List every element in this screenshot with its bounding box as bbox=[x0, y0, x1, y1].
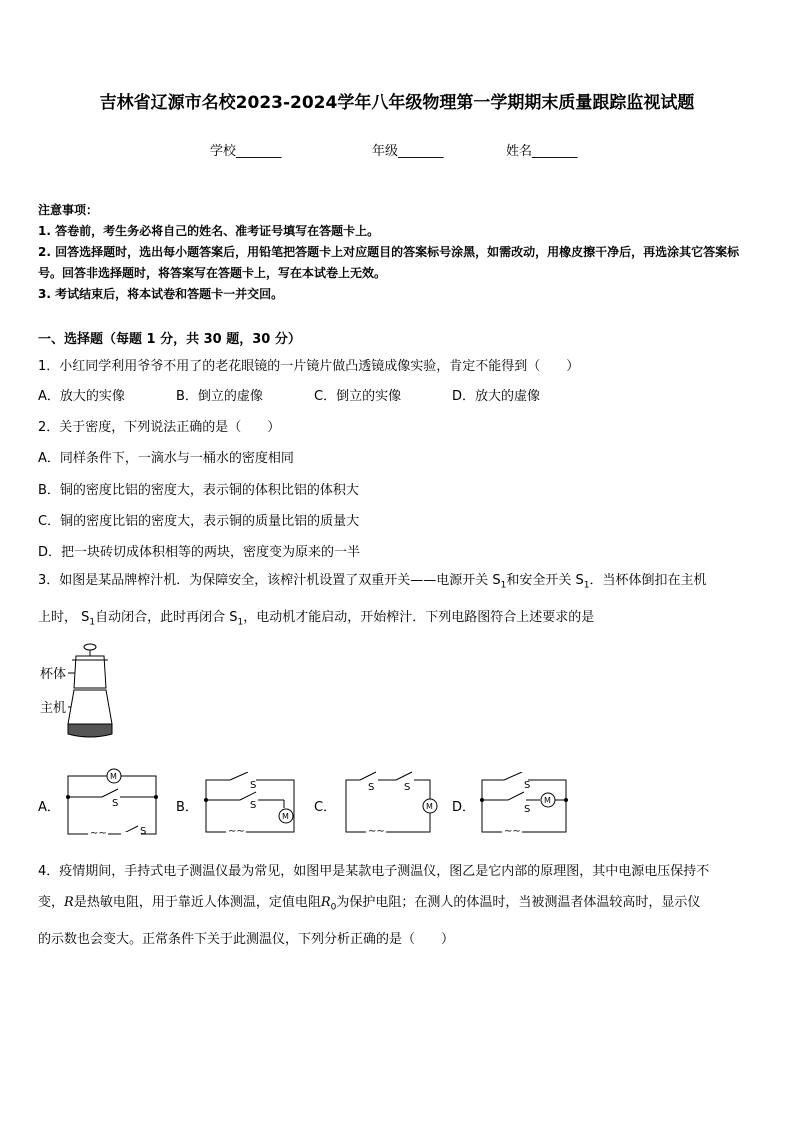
juicer-figure bbox=[36, 640, 146, 745]
q1-option-c: C．倒立的实像 bbox=[314, 389, 402, 404]
svg-text:M: M bbox=[544, 796, 551, 805]
q3-stem: 3．如图是某品牌榨汁机．为保障安全，该榨汁机设置了双重开关——电源开关 $S_1$和安全开关 $S_1$．当杯体倒扣在主机 上时， $S_1$自动闭合，此时再闭合 $S_1$，电动机才能启动，开始榨汁．下列电路图符合上述要求的是 bbox=[38, 573, 707, 628]
base-label: 主机 bbox=[40, 701, 67, 716]
svg-text:S: S bbox=[404, 782, 411, 793]
svg-text:M: M bbox=[282, 812, 289, 821]
svg-text:S: S bbox=[250, 800, 257, 811]
q2-option-b: B．铜的密度比铝的密度大，表示铜的体积比铝的体积大 bbox=[38, 483, 359, 498]
svg-text:S: S bbox=[524, 804, 531, 815]
school-field: 学校_______ bbox=[210, 144, 282, 159]
circuit-d bbox=[476, 772, 576, 838]
q2-option-a: A．同样条件下，一滴水与一桶水的密度相同 bbox=[38, 451, 294, 466]
circuit-c bbox=[340, 770, 440, 838]
q1-option-d: D．放大的虚像 bbox=[452, 389, 541, 404]
cup-label: 杯体 bbox=[40, 667, 67, 682]
notice-block bbox=[38, 200, 758, 305]
notice-item-3: 3. 考试结束后，将本试卷和答题卡一并交回。 bbox=[38, 287, 284, 301]
svg-text:M: M bbox=[426, 802, 433, 811]
q1-stem: 1．小红同学利用爷爷不用了的老花眼镜的一片镜片做凸透镜成像实验，肯定不能得到（ ） bbox=[38, 359, 580, 374]
grade-field: 年级_______ bbox=[372, 144, 444, 159]
q1-option-b: B．倒立的虚像 bbox=[176, 389, 263, 404]
svg-text:S: S bbox=[140, 826, 147, 837]
svg-text:S: S bbox=[250, 780, 257, 791]
notice-item-1: 1. 答卷前，考生务必将自己的姓名、准考证号填写在答题卡上。 bbox=[38, 224, 380, 238]
svg-text:M: M bbox=[110, 772, 117, 781]
svg-text:∼∼: ∼∼ bbox=[368, 826, 385, 837]
q4-stem: 4．疫情期间，手持式电子测温仪最为常见，如图甲是某款电子测温仪，图乙是它内部的原理图，其中电源电压保持不 变，R是热敏电阻，用于靠近人体测温，定值电阻$R_0$为保护电阻；在测人的体温时，当被测温者体温较高时，显示仪 的示数也会变大。正常条件下关于此测温仪，下列分析正确的是（ ） bbox=[38, 864, 710, 947]
notice-item-2: 2. 回答选择题时，选出每小题答案后，用铅笔把答题卡上对应题目的答案标号涂黑，如需改动，用橡皮擦干净后，再选涂其它答案标号。回答非选择题时，将答案写在答题卡上，写在本试卷上无效。 bbox=[38, 245, 740, 280]
q3-option-a-label: A． bbox=[38, 800, 60, 815]
svg-text:S: S bbox=[524, 780, 531, 791]
notice-heading: 注意事项： bbox=[38, 203, 99, 217]
section-heading: 一、选择题（每题 1 分，共 30 题，30 分） bbox=[38, 332, 301, 347]
svg-text:∼∼: ∼∼ bbox=[90, 828, 107, 838]
exam-title: 吉林省辽源市名校2023-2024学年八年级物理第一学期期末质量跟踪监视试题 bbox=[99, 93, 695, 113]
q3-option-d-label: D． bbox=[452, 800, 476, 815]
circuit-b bbox=[200, 772, 300, 838]
q2-stem: 2．关于密度，下列说法正确的是（ ） bbox=[38, 420, 281, 435]
svg-text:S: S bbox=[112, 798, 119, 809]
name-field: 姓名_______ bbox=[506, 144, 578, 159]
q2-option-d: D．把一块砖切成体积相等的两块，密度变为原来的一半 bbox=[38, 545, 361, 560]
svg-text:∼∼: ∼∼ bbox=[504, 826, 521, 837]
q3-option-b-label: B． bbox=[176, 800, 198, 815]
svg-text:∼∼: ∼∼ bbox=[228, 826, 245, 837]
q1-option-a: A．放大的实像 bbox=[38, 389, 125, 404]
q2-option-c: C．铜的密度比铝的密度大，表示铜的质量比铝的质量大 bbox=[38, 514, 360, 529]
svg-text:S: S bbox=[368, 782, 375, 793]
circuit-a bbox=[62, 768, 162, 838]
q3-option-c-label: C． bbox=[314, 800, 337, 815]
